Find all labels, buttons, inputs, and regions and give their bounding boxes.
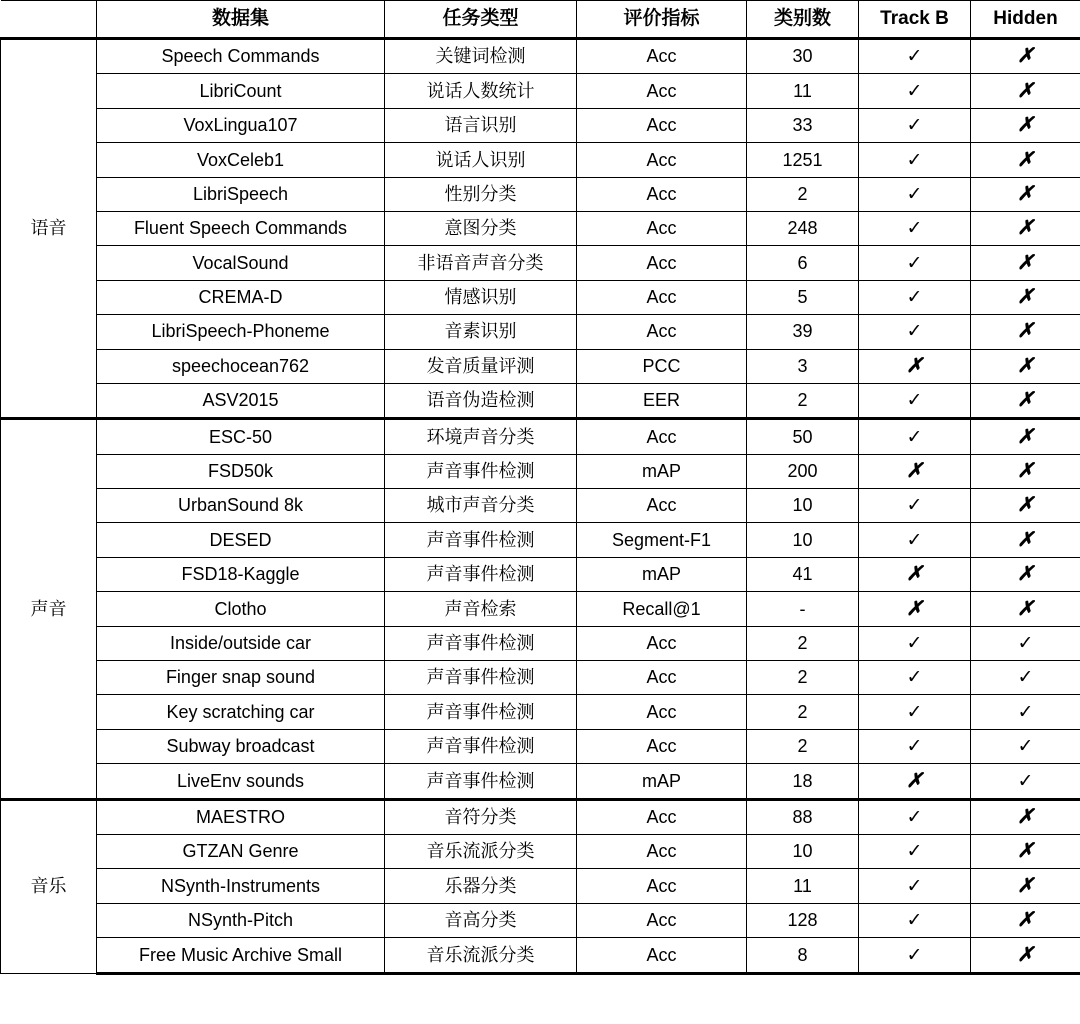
cell-track-b (859, 454, 971, 488)
cell-dataset: Finger snap sound (97, 661, 385, 695)
header-track-b: Track B (859, 1, 971, 39)
cell-task-type: 发音质量评测 (385, 349, 577, 383)
cell-track-b (859, 349, 971, 383)
check-icon: ✓ (906, 389, 923, 412)
check-icon: ✓ (1017, 769, 1034, 792)
cross-icon: ✗ (1017, 217, 1034, 240)
cell-dataset: FSD50k (97, 454, 385, 488)
cell-num-classes: 5 (747, 280, 859, 314)
cell-task-type: 音素识别 (385, 315, 577, 349)
cell-num-classes: - (747, 592, 859, 626)
table-row (1, 523, 1080, 557)
cell-task-type: 音符分类 (385, 799, 577, 834)
cell-track-b (859, 903, 971, 937)
cell-hidden (971, 764, 1080, 799)
cross-icon: ✗ (1017, 286, 1034, 309)
table-row (1, 419, 1080, 454)
cell-task-type: 声音检索 (385, 592, 577, 626)
cross-icon: ✗ (906, 460, 923, 483)
cell-metric: Acc (577, 108, 747, 142)
cross-icon: ✗ (1017, 320, 1034, 343)
cell-hidden (971, 695, 1080, 729)
cell-track-b (859, 592, 971, 626)
cell-num-classes: 6 (747, 246, 859, 280)
cell-track-b (859, 246, 971, 280)
cell-hidden (971, 869, 1080, 903)
check-icon: ✓ (906, 528, 923, 551)
cell-metric: Acc (577, 834, 747, 868)
check-icon: ✓ (1017, 700, 1034, 723)
cell-metric: Acc (577, 661, 747, 695)
table-row (1, 799, 1080, 834)
check-icon: ✓ (1017, 666, 1034, 689)
cell-dataset: GTZAN Genre (97, 834, 385, 868)
cell-num-classes: 30 (747, 39, 859, 74)
group-label-cell: 语音 (1, 39, 97, 419)
cell-task-type: 非语音声音分类 (385, 246, 577, 280)
check-icon: ✓ (906, 148, 923, 171)
cell-task-type: 关键词检测 (385, 39, 577, 74)
cell-track-b (859, 383, 971, 418)
cell-num-classes: 88 (747, 799, 859, 834)
table-row (1, 454, 1080, 488)
cell-num-classes: 2 (747, 383, 859, 418)
cell-hidden (971, 903, 1080, 937)
cell-task-type: 音乐流派分类 (385, 834, 577, 868)
cross-icon: ✗ (1017, 943, 1034, 966)
cell-metric: mAP (577, 764, 747, 799)
cell-track-b (859, 695, 971, 729)
check-icon: ✓ (906, 909, 923, 932)
cell-task-type: 乐器分类 (385, 869, 577, 903)
cell-num-classes: 11 (747, 869, 859, 903)
cell-metric: mAP (577, 454, 747, 488)
cross-icon: ✗ (906, 597, 923, 620)
cell-dataset: Fluent Speech Commands (97, 211, 385, 245)
cell-track-b (859, 834, 971, 868)
cell-metric: Acc (577, 695, 747, 729)
cell-track-b (859, 938, 971, 973)
cell-hidden (971, 383, 1080, 418)
cell-track-b (859, 280, 971, 314)
cell-hidden (971, 799, 1080, 834)
cell-metric: Acc (577, 903, 747, 937)
check-icon: ✓ (906, 494, 923, 517)
cell-task-type: 语言识别 (385, 108, 577, 142)
table-row (1, 280, 1080, 314)
cell-task-type: 语音伪造检测 (385, 383, 577, 418)
table-row (1, 489, 1080, 523)
cell-task-type: 性别分类 (385, 177, 577, 211)
cross-icon: ✗ (1017, 425, 1034, 448)
cell-dataset: speechocean762 (97, 349, 385, 383)
table-row (1, 557, 1080, 591)
cross-icon: ✗ (1017, 528, 1034, 551)
cross-icon: ✗ (1017, 182, 1034, 205)
check-icon: ✓ (906, 805, 923, 828)
cell-dataset: LiveEnv sounds (97, 764, 385, 799)
cross-icon: ✗ (906, 769, 923, 792)
cell-metric: Acc (577, 419, 747, 454)
cell-hidden (971, 246, 1080, 280)
cell-dataset: Clotho (97, 592, 385, 626)
table-header (1, 1, 1080, 39)
cell-hidden (971, 143, 1080, 177)
cell-dataset: Key scratching car (97, 695, 385, 729)
cell-metric: Acc (577, 39, 747, 74)
cell-track-b (859, 661, 971, 695)
check-icon: ✓ (906, 217, 923, 240)
cell-hidden (971, 280, 1080, 314)
cell-dataset: LibriSpeech (97, 177, 385, 211)
cell-hidden (971, 938, 1080, 973)
cell-task-type: 声音事件检测 (385, 695, 577, 729)
cell-task-type: 音乐流派分类 (385, 938, 577, 973)
cell-metric: EER (577, 383, 747, 418)
cell-track-b (859, 39, 971, 74)
cell-track-b (859, 74, 971, 108)
check-icon: ✓ (906, 79, 923, 102)
cross-icon: ✗ (1017, 563, 1034, 586)
table-row (1, 246, 1080, 280)
cross-icon: ✗ (1017, 354, 1034, 377)
cell-hidden (971, 523, 1080, 557)
cell-dataset: NSynth-Instruments (97, 869, 385, 903)
cell-task-type: 声音事件检测 (385, 454, 577, 488)
cell-metric: Segment-F1 (577, 523, 747, 557)
check-icon: ✓ (906, 666, 923, 689)
cell-num-classes: 33 (747, 108, 859, 142)
cell-task-type: 环境声音分类 (385, 419, 577, 454)
cell-num-classes: 41 (747, 557, 859, 591)
cell-task-type: 声音事件检测 (385, 661, 577, 695)
cross-icon: ✗ (1017, 251, 1034, 274)
cell-num-classes: 11 (747, 74, 859, 108)
header-metric: 评价指标 (577, 1, 747, 39)
cell-hidden (971, 834, 1080, 868)
cell-task-type: 城市声音分类 (385, 489, 577, 523)
cross-icon: ✗ (1017, 114, 1034, 137)
cell-hidden (971, 108, 1080, 142)
header-row (1, 1, 1080, 39)
table-row (1, 938, 1080, 973)
cell-metric: Acc (577, 315, 747, 349)
cell-num-classes: 8 (747, 938, 859, 973)
header-hidden: Hidden (971, 1, 1080, 39)
cross-icon: ✗ (1017, 494, 1034, 517)
cell-metric: mAP (577, 557, 747, 591)
cell-num-classes: 248 (747, 211, 859, 245)
table-row (1, 834, 1080, 868)
cell-num-classes: 2 (747, 695, 859, 729)
cell-metric: Acc (577, 177, 747, 211)
cell-dataset: NSynth-Pitch (97, 903, 385, 937)
cell-metric: PCC (577, 349, 747, 383)
cross-icon: ✗ (1017, 460, 1034, 483)
cell-hidden (971, 39, 1080, 74)
cross-icon: ✗ (1017, 805, 1034, 828)
cross-icon: ✗ (906, 354, 923, 377)
cell-task-type: 说话人识别 (385, 143, 577, 177)
cell-task-type: 音高分类 (385, 903, 577, 937)
cell-dataset: LibriSpeech-Phoneme (97, 315, 385, 349)
check-icon: ✓ (906, 251, 923, 274)
cell-metric: Acc (577, 938, 747, 973)
cross-icon: ✗ (1017, 79, 1034, 102)
cell-task-type: 声音事件检测 (385, 523, 577, 557)
cross-icon: ✗ (1017, 874, 1034, 897)
table-row (1, 143, 1080, 177)
cell-task-type: 声音事件检测 (385, 764, 577, 799)
check-icon: ✓ (906, 700, 923, 723)
cell-dataset: VoxCeleb1 (97, 143, 385, 177)
cell-hidden (971, 419, 1080, 454)
cell-metric: Acc (577, 489, 747, 523)
cell-metric: Acc (577, 799, 747, 834)
cell-track-b (859, 799, 971, 834)
check-icon: ✓ (906, 114, 923, 137)
check-icon: ✓ (906, 735, 923, 758)
header-task-type: 任务类型 (385, 1, 577, 39)
check-icon: ✓ (906, 943, 923, 966)
cell-dataset: Subway broadcast (97, 729, 385, 763)
cell-num-classes: 2 (747, 177, 859, 211)
check-icon: ✓ (906, 425, 923, 448)
check-icon: ✓ (906, 286, 923, 309)
cell-dataset: CREMA-D (97, 280, 385, 314)
table-row (1, 661, 1080, 695)
cell-hidden (971, 592, 1080, 626)
table-row (1, 177, 1080, 211)
cell-metric: Acc (577, 143, 747, 177)
table-body (1, 39, 1080, 974)
cell-task-type: 声音事件检测 (385, 626, 577, 660)
cell-hidden (971, 74, 1080, 108)
cell-metric: Acc (577, 246, 747, 280)
cell-track-b (859, 177, 971, 211)
group-label-cell: 音乐 (1, 799, 97, 973)
cell-num-classes: 50 (747, 419, 859, 454)
cell-task-type: 声音事件检测 (385, 557, 577, 591)
table-row (1, 315, 1080, 349)
cell-dataset: DESED (97, 523, 385, 557)
cell-task-type: 情感识别 (385, 280, 577, 314)
table-row (1, 729, 1080, 763)
cell-dataset: Speech Commands (97, 39, 385, 74)
cell-hidden (971, 729, 1080, 763)
cell-metric: Acc (577, 211, 747, 245)
cell-hidden (971, 454, 1080, 488)
cell-track-b (859, 869, 971, 903)
group-label-cell: 声音 (1, 419, 97, 799)
table-row (1, 626, 1080, 660)
check-icon: ✓ (906, 320, 923, 343)
cell-metric: Acc (577, 626, 747, 660)
cell-num-classes: 10 (747, 523, 859, 557)
table-row (1, 903, 1080, 937)
cell-num-classes: 128 (747, 903, 859, 937)
cell-num-classes: 39 (747, 315, 859, 349)
header-dataset: 数据集 (97, 1, 385, 39)
cell-track-b (859, 626, 971, 660)
cell-task-type: 意图分类 (385, 211, 577, 245)
cross-icon: ✗ (1017, 148, 1034, 171)
cell-dataset: VoxLingua107 (97, 108, 385, 142)
cell-metric: Acc (577, 869, 747, 903)
cell-num-classes: 18 (747, 764, 859, 799)
cell-hidden (971, 315, 1080, 349)
cell-dataset: Inside/outside car (97, 626, 385, 660)
check-icon: ✓ (906, 840, 923, 863)
cell-hidden (971, 626, 1080, 660)
cell-num-classes: 200 (747, 454, 859, 488)
cell-num-classes: 2 (747, 626, 859, 660)
header-num-classes: 类别数 (747, 1, 859, 39)
cell-metric: Recall@1 (577, 592, 747, 626)
table-row (1, 211, 1080, 245)
check-icon: ✓ (906, 874, 923, 897)
cell-num-classes: 2 (747, 661, 859, 695)
cell-hidden (971, 661, 1080, 695)
cell-track-b (859, 211, 971, 245)
cell-dataset: LibriCount (97, 74, 385, 108)
header-group (1, 1, 97, 39)
cross-icon: ✗ (1017, 597, 1034, 620)
table-row (1, 695, 1080, 729)
table-row (1, 869, 1080, 903)
cell-hidden (971, 177, 1080, 211)
cell-task-type: 说话人数统计 (385, 74, 577, 108)
cell-metric: Acc (577, 74, 747, 108)
cell-track-b (859, 764, 971, 799)
cell-hidden (971, 211, 1080, 245)
cell-track-b (859, 108, 971, 142)
cell-track-b (859, 729, 971, 763)
check-icon: ✓ (906, 45, 923, 68)
cell-num-classes: 10 (747, 489, 859, 523)
check-icon: ✓ (1017, 735, 1034, 758)
table-row (1, 108, 1080, 142)
table-row (1, 383, 1080, 418)
cell-hidden (971, 349, 1080, 383)
table-row (1, 39, 1080, 74)
table-row (1, 592, 1080, 626)
cell-num-classes: 1251 (747, 143, 859, 177)
cell-track-b (859, 419, 971, 454)
cell-track-b (859, 489, 971, 523)
cell-dataset: FSD18-Kaggle (97, 557, 385, 591)
check-icon: ✓ (906, 182, 923, 205)
cell-dataset: ESC-50 (97, 419, 385, 454)
cell-track-b (859, 557, 971, 591)
cell-task-type: 声音事件检测 (385, 729, 577, 763)
cell-dataset: Free Music Archive Small (97, 938, 385, 973)
cross-icon: ✗ (906, 563, 923, 586)
cell-hidden (971, 557, 1080, 591)
check-icon: ✓ (1017, 631, 1034, 654)
cell-num-classes: 3 (747, 349, 859, 383)
cell-dataset: MAESTRO (97, 799, 385, 834)
cross-icon: ✗ (1017, 909, 1034, 932)
cell-track-b (859, 315, 971, 349)
cell-dataset: UrbanSound 8k (97, 489, 385, 523)
cell-num-classes: 2 (747, 729, 859, 763)
cross-icon: ✗ (1017, 45, 1034, 68)
cross-icon: ✗ (1017, 389, 1034, 412)
cell-metric: Acc (577, 729, 747, 763)
cell-hidden (971, 489, 1080, 523)
cross-icon: ✗ (1017, 840, 1034, 863)
table-row (1, 349, 1080, 383)
cell-track-b (859, 523, 971, 557)
check-icon: ✓ (906, 631, 923, 654)
cell-num-classes: 10 (747, 834, 859, 868)
cell-metric: Acc (577, 280, 747, 314)
cell-dataset: VocalSound (97, 246, 385, 280)
cell-dataset: ASV2015 (97, 383, 385, 418)
table-row (1, 764, 1080, 799)
table-row (1, 74, 1080, 108)
cell-track-b (859, 143, 971, 177)
